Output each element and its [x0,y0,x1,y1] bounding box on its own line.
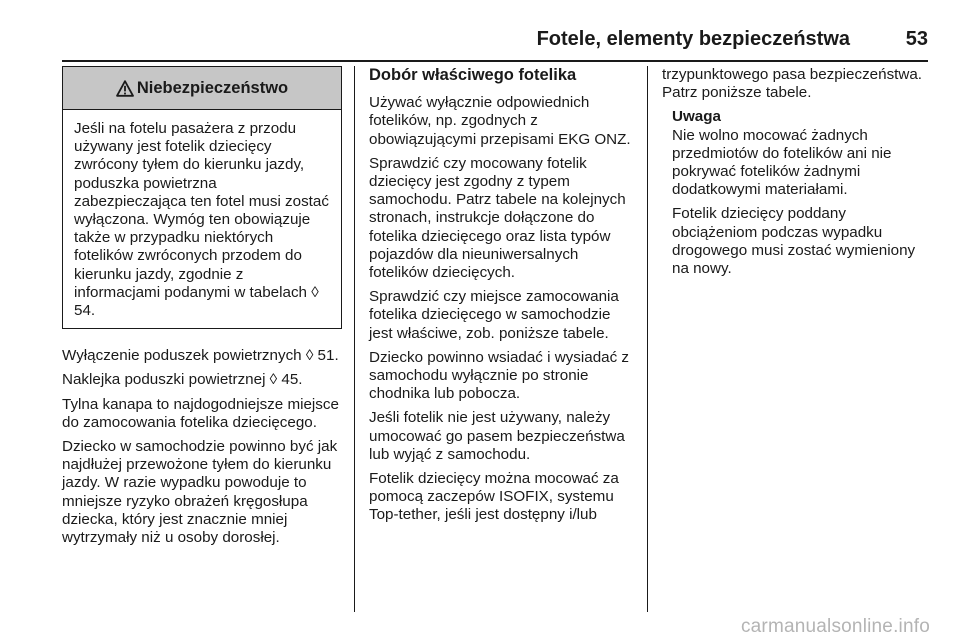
danger-box-title: Niebezpieczeństwo [136,78,289,97]
page-title: Fotele, elementy bezpieczeństwa [536,28,850,50]
paragraph: Sprawdzić czy mocowany fotelik dziecięcy jest zgodny z typem samochodu. Patrz tabele na kolejnych stronach, instrukcje dołączone do fotelika dziecięcego oraz lista typów pojazdów dla nieuniwersalnych fotelików dziecięcych. [369,154,626,282]
paragraph: Jeśli fotelik nie jest używany, należy umocować go pasem bezpieczeństwa lub wyjąć z samochodu. [369,409,625,463]
danger-box-text: Jeśli na fotelu pasażera z przodu używany jest fotelik dziecięcy zwrócony tyłem do kierunku jazdy, poduszka powietrzna zabezpieczająca ten fotel musi zostać wyłączona. Wymóg ten obowiązuje także w przypadku niektórych fotelików zwróconych przodem do kierunku jazdy, zgodnie z informacjami podanymi w tabelach ◊ 54. [74,120,329,320]
section-title: Dobór właściwego fotelika [369,66,577,84]
column-2 [369,66,637,531]
note-paragraph: Fotelik dziecięcy poddany obciążeniom podczas wypadku drogowego musi zostać wymieniony na nowy. [672,205,916,278]
column-divider-1 [354,66,355,612]
paragraph: Dziecko powinno wsiadać i wysiadać z samochodu wyłącznie po stronie chodnika lub pobocza. [369,348,629,403]
paragraph: trzypunktowego pasa bezpieczeństwa. Patrz poniższe tabele. [662,66,923,102]
column-divider-2 [647,66,648,612]
danger-box [62,66,342,329]
header-rule [62,60,928,62]
column-3 [662,66,930,284]
paragraph: Tylna kanapa to najdogodniejsze miejsce do zamocowania fotelika dziecięcego. [62,395,339,431]
warning-triangle-icon [116,80,134,97]
note-block [662,108,930,278]
paragraph: Fotelik dziecięcy można mocować za pomocą zaczepów ISOFIX, systemu Top-tether, jeśli jest dostępny i/lub [369,470,619,524]
danger-box-header [63,67,341,110]
paragraph: Używać wyłącznie odpowiednich fotelików, np. zgodnych z obowiązującymi przepisami EKG ONZ. [369,94,631,148]
paragraph: Wyłączenie poduszek powietrznych ◊ 51. [62,347,339,365]
page-number: 53 [905,28,928,50]
paragraph: Sprawdzić czy miejsce zamocowania fotelika dziecięcego w samochodzie jest właściwe, zob. poniższe tabele. [369,288,619,342]
paragraph: Dziecko w samochodzie powinno być jak najdłużej przewożone tyłem do kierunku jazdy. W razie wypadku powoduje to mniejsze ryzyko obrażeń kręgosłupa dziecka, który jest znacznie mniej wytrzymały niż u osoby dorosłej. [62,438,338,547]
paragraph: Naklejka poduszki powietrznej ◊ 45. [62,371,303,389]
page-header [62,24,928,54]
note-title: Uwaga [672,108,721,126]
note-paragraph: Nie wolno mocować żadnych przedmiotów do fotelików ani nie pokrywać fotelików żadnymi dodatkowymi materiałami. [672,126,892,199]
column-1 [62,66,342,553]
watermark-text: carmanualsonline.info [740,616,930,637]
